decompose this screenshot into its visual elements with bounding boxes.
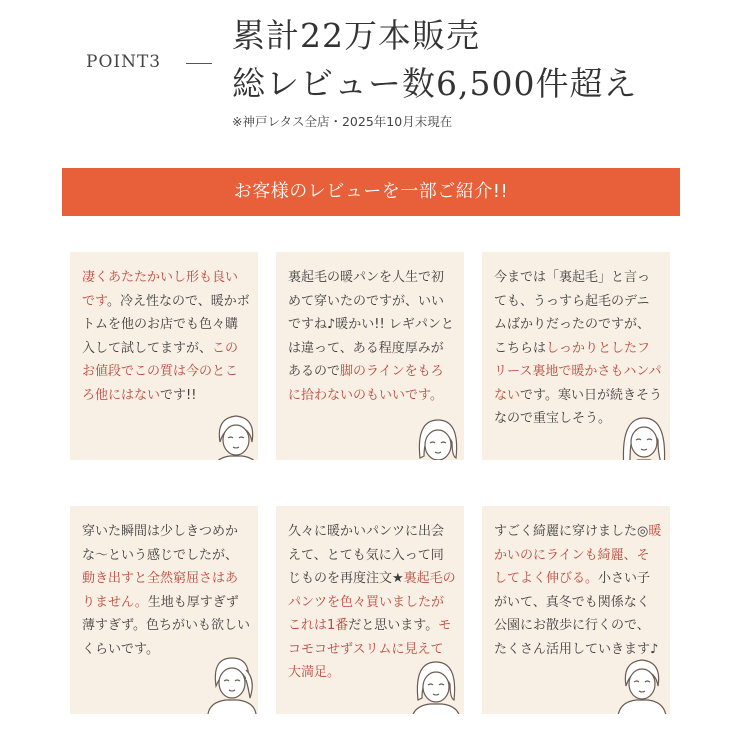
- review-card: [482, 506, 670, 714]
- point-label: POINT3: [86, 52, 162, 72]
- review-segment: 久々に暖かいパンツに出会えて、とても気に入って同じものを再度注文★: [288, 524, 445, 586]
- review-segment: すごく綺麗に穿けました◎: [494, 524, 649, 539]
- review-segment: です。寒い日が続きそうなので重宝しそう。: [494, 387, 662, 426]
- review-highlight: 裏起毛のパンツを色々買いましたがこれは1番: [288, 571, 456, 633]
- review-segment: 今までは「裏起毛」と言っても、うっすら起毛のデニムばかりだったのですが、こちらは: [494, 270, 651, 356]
- review-highlight: 凄くあたたかいし形も良いです: [82, 270, 239, 309]
- review-segment: だと思います。: [348, 618, 439, 633]
- review-text: [82, 520, 250, 661]
- woman-bob-hair-icon: [406, 412, 464, 460]
- review-banner: お客様のレビューを一部ご紹介!!: [62, 168, 680, 216]
- review-text: [494, 520, 662, 661]
- header: [0, 0, 740, 140]
- review-highlight: しっかりとしたフリース裏地で暖かさもハンパない: [494, 340, 662, 403]
- woman-short-hair-icon: [204, 408, 258, 460]
- review-card: [276, 252, 464, 460]
- footnote: ※神戸レタス全店・2025年10月末現在: [232, 114, 453, 129]
- headline-line2: 総レビュー数6,500件超え: [232, 64, 638, 103]
- review-card: [276, 506, 464, 714]
- woman-long-hair-icon: [612, 410, 670, 460]
- review-highlight: 暖かいのにラインも綺麗、そしてよく伸びる。: [494, 524, 662, 586]
- woman-bob-hair-icon: [404, 654, 464, 714]
- review-text: [494, 266, 662, 431]
- review-segment: 。冷え性なので、暖かボトムを他のお店でも色々購入して試してますが、: [82, 293, 250, 356]
- review-segment: 小さい子がいて、真冬でも関係なく公園にお散歩に行くので、たくさん活用していきます♪: [494, 571, 659, 657]
- review-text: [288, 266, 456, 407]
- review-segment: です!!: [160, 387, 197, 403]
- review-segment: 生地も厚すぎず薄すぎず。色ちがいも欲しいくらいです。: [82, 594, 250, 657]
- review-card: [70, 506, 258, 714]
- review-highlight: 脚のラインをもろに拾わないのもいいです。: [288, 364, 444, 403]
- review-card: [70, 252, 258, 460]
- woman-short-hair-icon: [610, 652, 670, 714]
- review-card: [482, 252, 670, 460]
- review-segment: 裏起毛の暖パンを人生で初めて穿いたのですが、いいですね♪暖かい!! レギパンとは違って、ある程度厚みがあるので: [288, 270, 454, 379]
- headline-line1: 累計22万本販売: [232, 16, 480, 55]
- review-text: [82, 266, 250, 407]
- woman-ponytail-icon: [200, 650, 258, 714]
- review-highlight: このお値段でこの質は今のところ他にはない: [82, 340, 239, 403]
- review-highlight: 動き出すと全然窮屈さはありません。: [82, 571, 239, 610]
- divider-dash: [186, 63, 212, 64]
- review-highlight: モコモコせずスリムに見えて大満足。: [288, 618, 452, 680]
- review-segment: 穿いた瞬間は少しきつめかな〜という感じでしたが、: [82, 524, 239, 563]
